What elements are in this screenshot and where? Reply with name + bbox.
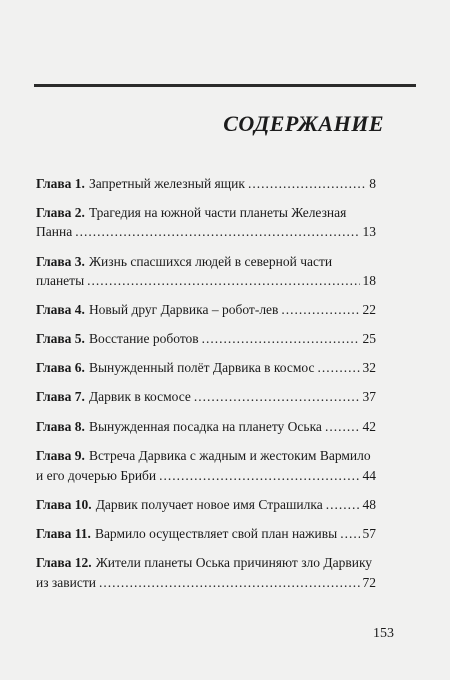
chapter-label: Глава 5.	[36, 331, 85, 346]
dot-leader	[340, 524, 359, 544]
toc-entry[interactable]	[36, 387, 376, 407]
toc-line	[36, 174, 376, 194]
chapter-title: Запретный железный ящик	[88, 176, 245, 191]
chapter-page-number: 32	[362, 359, 376, 375]
chapter-label: Глава 7.	[36, 389, 85, 404]
toc-line	[36, 203, 376, 223]
toc-entry[interactable]	[36, 174, 376, 194]
toc-entry[interactable]	[36, 495, 376, 515]
chapter-title: Вармило осуществляет свой план наживы	[94, 525, 338, 541]
toc-line	[36, 524, 376, 544]
dot-leader	[99, 573, 360, 593]
chapter-title: Дарвик получает новое имя Страшилка	[95, 497, 323, 512]
chapter-label: Глава 10.	[36, 497, 92, 512]
toc-entry[interactable]	[36, 203, 376, 242]
dot-leader	[202, 329, 360, 349]
chapter-title: Вынужденный полёт Дарвика в космос	[88, 359, 315, 375]
chapter-title: Жители планеты Оська причиняют зло Дарвику	[95, 555, 373, 570]
chapter-title: Встреча Дарвика с жадным и жестоким Вармило	[88, 448, 371, 463]
toc-entry[interactable]	[36, 417, 376, 437]
chapter-label: Глава 6.	[36, 359, 85, 375]
chapter-label: Глава 2.	[36, 204, 85, 220]
chapter-page-number: 44	[362, 467, 376, 483]
toc-line	[36, 495, 376, 515]
toc-line	[36, 446, 376, 466]
toc-entry[interactable]	[36, 358, 376, 378]
dot-leader	[281, 300, 359, 320]
toc-line	[36, 300, 376, 320]
toc-entry[interactable]	[36, 446, 376, 485]
chapter-label: Глава 9.	[36, 448, 85, 463]
dot-leader	[326, 495, 360, 515]
dot-leader	[87, 271, 359, 291]
chapter-label: Глава 12.	[36, 555, 92, 570]
chapter-label: Глава 1.	[36, 176, 85, 191]
dot-leader	[75, 222, 359, 242]
chapter-label: Глава 4.	[36, 301, 85, 317]
chapter-page-number: 48	[362, 497, 376, 512]
toc-entry[interactable]	[36, 524, 376, 544]
dot-leader	[159, 466, 359, 486]
chapter-title: Трагедия на южной части планеты Железная	[88, 204, 347, 220]
toc-line	[36, 466, 376, 486]
chapter-page-number: 57	[362, 525, 376, 541]
page-number: 153	[373, 626, 394, 641]
chapter-label: Глава 8.	[36, 418, 85, 434]
toc-line	[36, 252, 376, 272]
chapter-page-number: 72	[362, 574, 376, 590]
toc-line	[36, 358, 376, 378]
chapter-label: Глава 3.	[36, 253, 85, 269]
table-of-contents	[36, 174, 376, 602]
dot-leader	[194, 387, 360, 407]
chapter-title: из зависти	[36, 574, 96, 590]
chapter-title: Вынужденная посадка на планету Оська	[88, 418, 322, 434]
chapter-title: Жизнь спасшихся людей в северной части	[88, 253, 333, 269]
toc-line	[36, 329, 376, 349]
toc-line	[36, 222, 376, 242]
chapter-page-number: 8	[369, 176, 376, 191]
toc-line	[36, 553, 376, 573]
chapter-page-number: 25	[362, 331, 376, 346]
toc-line	[36, 271, 376, 291]
toc-entry[interactable]	[36, 252, 376, 291]
chapter-title: Дарвик в космосе	[88, 389, 191, 404]
chapter-page-number: 42	[362, 418, 376, 434]
chapter-title: и его дочерью Бриби	[36, 467, 157, 483]
chapter-label: Глава 11.	[36, 525, 91, 541]
dot-leader	[325, 417, 360, 437]
toc-line	[36, 387, 376, 407]
chapter-page-number: 13	[362, 224, 376, 239]
chapter-title: Восстание роботов	[88, 331, 199, 346]
chapter-page-number: 22	[362, 301, 376, 317]
toc-entry[interactable]	[36, 300, 376, 320]
dot-leader	[318, 358, 360, 378]
top-rule	[34, 84, 416, 87]
chapter-title: Новый друг Дарвика – робот-лев	[88, 301, 279, 317]
dot-leader	[248, 174, 366, 194]
chapter-page-number: 37	[362, 389, 376, 404]
page-title: СОДЕРЖАНИЕ	[223, 111, 384, 136]
chapter-title: планеты	[36, 273, 85, 288]
toc-line	[36, 573, 376, 593]
toc-entry[interactable]	[36, 329, 376, 349]
chapter-page-number: 18	[362, 273, 376, 288]
toc-line	[36, 417, 376, 437]
toc-entry[interactable]	[36, 553, 376, 592]
chapter-title: Панна	[36, 224, 73, 239]
